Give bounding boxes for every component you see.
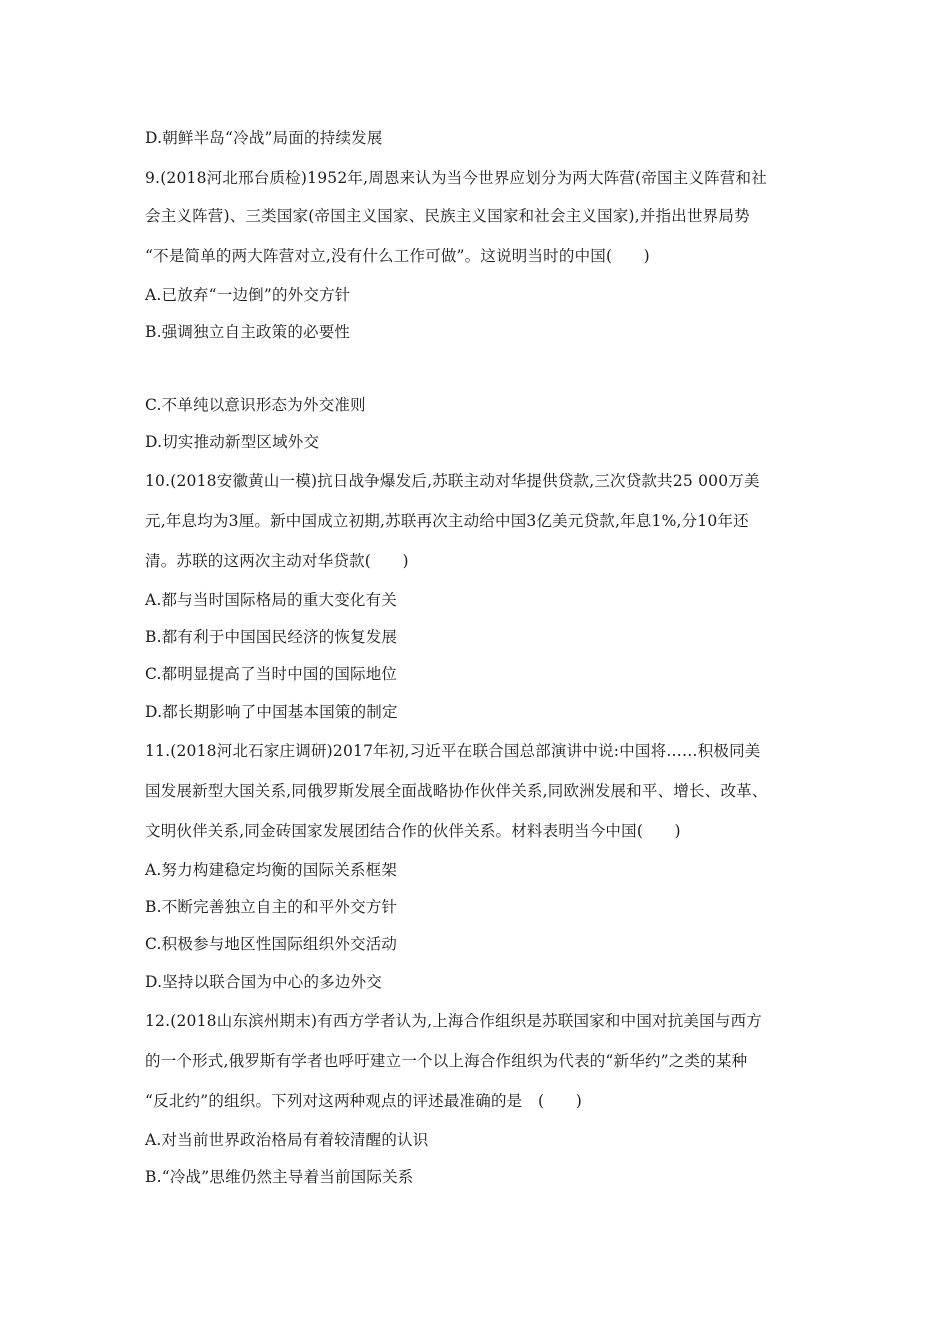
q12-stem-line-3: “反北约”的组织。下列对这两种观点的评述最准确的是 ( ) [145,1092,582,1110]
q9-option-b: B.强调独立自主政策的必要性 [145,323,351,341]
q10-stem-line-2: 元,年息均为3厘。新中国成立初期,苏联再次主动给中国3亿美元贷款,年息1%,分10年还 [145,512,749,530]
q9-option-c: C.不单纯以意识形态为外交准则 [145,396,366,414]
q11-option-b: B.不断完善独立自主的和平外交方针 [145,898,398,916]
q11-option-d: D.坚持以联合国为中心的多边外交 [145,973,383,991]
q9-stem-line-1: 9.(2018河北邢台质检)1952年,周恩来认为当今世界应划分为两大阵营(帝国主义阵营和社 [145,169,767,187]
q12-option-a: A.对当前世界政治格局有着较清醒的认识 [145,1131,429,1149]
q12-stem-line-2: 的一个形式,俄罗斯有学者也呼吁建立一个以上海合作组织为代表的“新华约”之类的某种 [145,1052,748,1070]
q11-stem-line-1: 11.(2018河北石家庄调研)2017年初,习近平在联合国总部演讲中说:中国将……积极同美 [145,742,761,760]
q12-stem-line-1: 12.(2018山东滨州期末)有西方学者认为,上海合作组织是苏联国家和中国对抗美国与西方 [145,1012,762,1030]
q9-stem-line-2: 会主义阵营)、三类国家(帝国主义国家、民族主义国家和社会主义国家),并指出世界局势 [145,207,750,225]
q9-stem-line-3: “不是简单的两大阵营对立,没有什么工作可做”。这说明当时的中国( ) [145,247,650,265]
q10-stem-line-3: 清。苏联的这两次主动对华贷款( ) [145,552,409,570]
q10-stem-line-1: 10.(2018安徽黄山一模)抗日战争爆发后,苏联主动对华提供贷款,三次贷款共25 000万美 [145,472,760,490]
q10-option-c: C.都明显提高了当时中国的国际地位 [145,665,398,683]
q11-option-c: C.积极参与地区性国际组织外交活动 [145,935,398,953]
q9-option-a: A.已放弃“一边倒”的外交方针 [145,286,351,304]
q11-option-a: A.努力构建稳定均衡的国际关系框架 [145,861,398,879]
q9-option-d: D.切实推动新型区域外交 [145,433,320,451]
q10-option-a: A.都与当时国际格局的重大变化有关 [145,591,398,609]
q10-option-d: D.都长期影响了中国基本国策的制定 [145,703,398,721]
q8-option-d: D.朝鲜半岛“冷战”局面的持续发展 [145,129,383,147]
q11-stem-line-3: 文明伙伴关系,同金砖国家发展团结合作的伙伴关系。材料表明当今中国( ) [145,822,681,840]
q12-option-b: B.“冷战”思维仍然主导着当前国际关系 [145,1168,414,1186]
q10-option-b: B.都有利于中国国民经济的恢复发展 [145,628,398,646]
q11-stem-line-2: 国发展新型大国关系,同俄罗斯发展全面战略协作伙伴关系,同欧洲发展和平、增长、改革、 [145,782,768,800]
